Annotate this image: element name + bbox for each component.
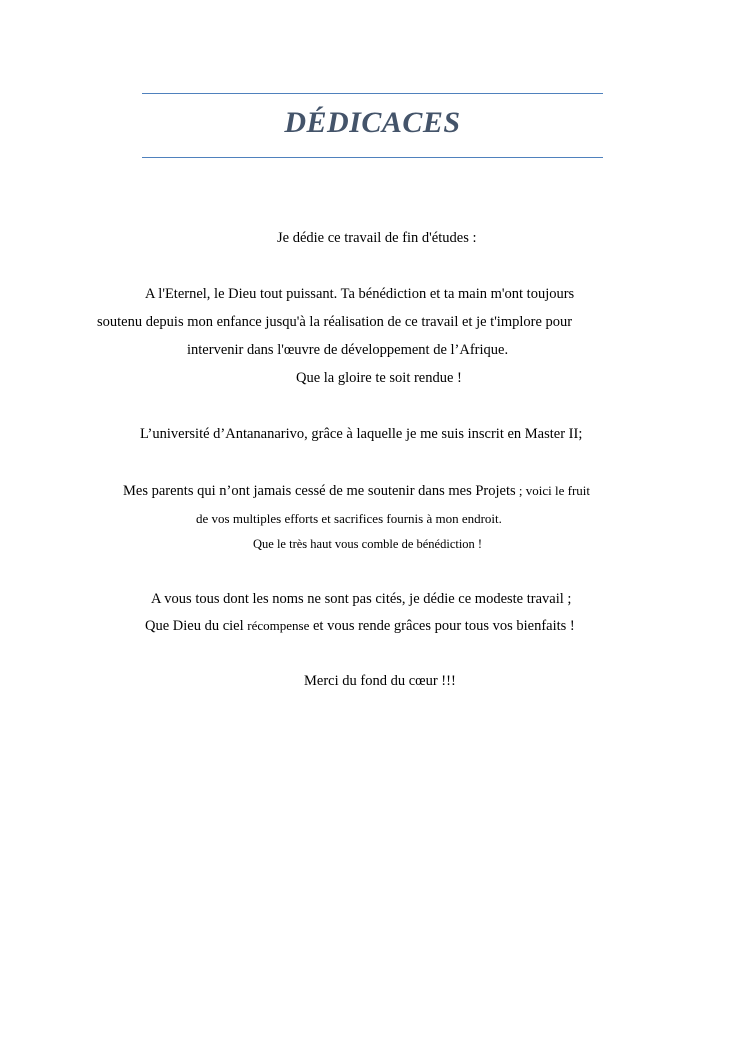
intro-line: Je dédie ce travail de fin d'études : [277,230,477,246]
god-line-3: intervenir dans l'œuvre de développement de l’Afrique. [187,342,509,358]
university-line: L’université d’Antananarivo, grâce à laquelle je me suis inscrit en Master II; [140,426,583,442]
all-line-2-c: et vous rende grâces pour tous vos bienfaits ! [309,618,575,634]
title-rule-bottom [142,157,603,158]
title-rule-top [142,93,603,94]
parents-line-2: de vos multiples efforts et sacrifices fournis à mon endroit. [196,511,502,526]
parents-line-1 [123,482,590,500]
all-line-2 [145,617,575,635]
all-line-2-b: récompense [247,618,310,633]
god-line-4: Que la gloire te soit rendue ! [296,370,462,386]
god-line-2: soutenu depuis mon enfance jusqu'à la réalisation de ce travail et je t'implore pour [97,314,573,330]
parents-line-1-main: Mes parents qui n’ont jamais cessé de me soutenir dans mes Projets [123,483,516,499]
parents-line-3: Que le très haut vous comble de bénédiction ! [253,537,483,551]
all-line-1: A vous tous dont les noms ne sont pas cités, je dédie ce modeste travail ; [151,591,572,607]
page-title: DÉDICACES [284,106,461,139]
closing-line: Merci du fond du cœur !!! [304,673,456,689]
all-line-2-a: Que Dieu du ciel [145,618,248,634]
god-line-1: A l'Eternel, le Dieu tout puissant. Ta bénédiction et ta main m'ont toujours [145,286,575,302]
parents-line-1-tail: ; voici le fruit [515,483,591,498]
